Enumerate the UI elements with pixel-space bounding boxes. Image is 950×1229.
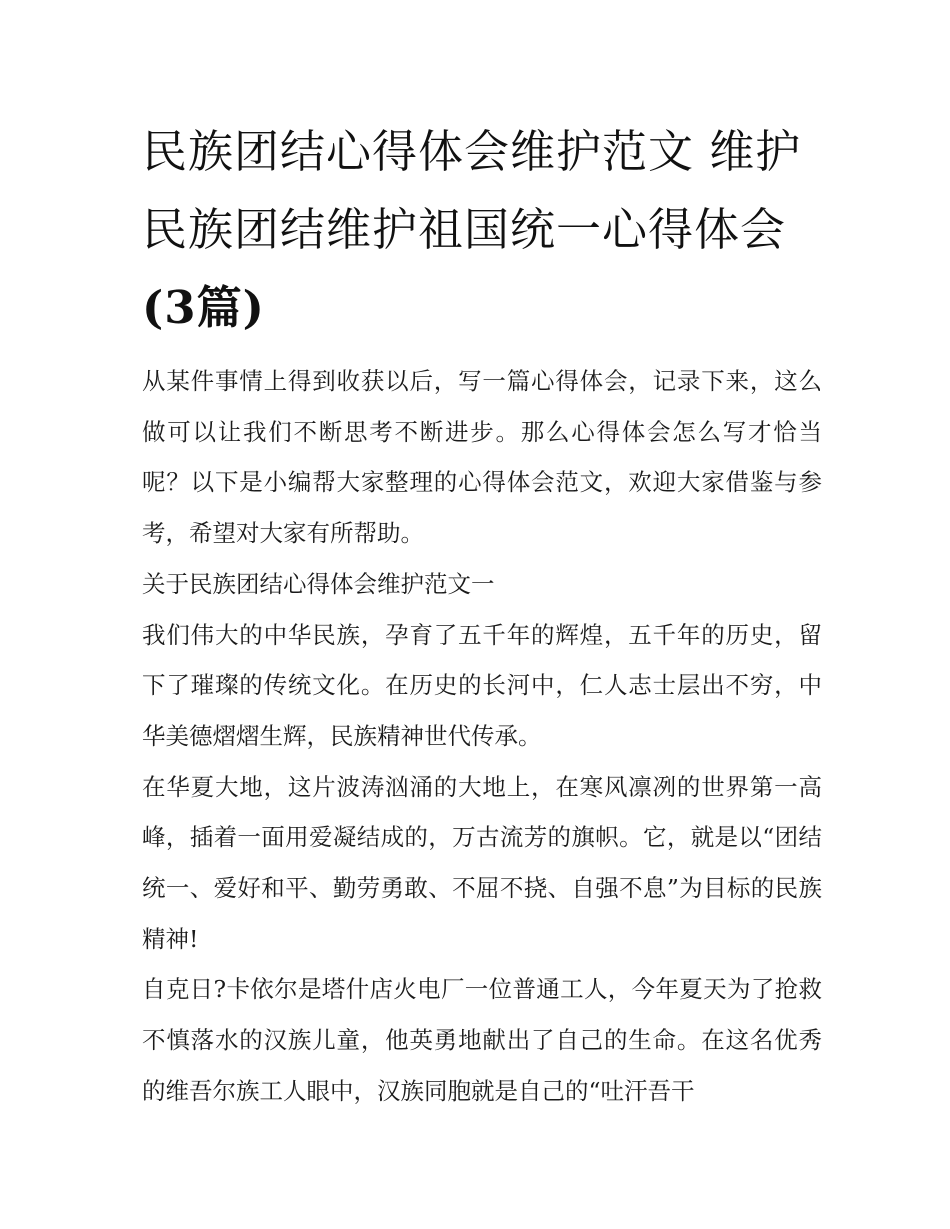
title-count: (3篇) [142,281,265,334]
document-title: 民族团结心得体会维护范文 维护民族团结维护祖国统一心得体会(3篇) [142,125,802,334]
paragraph-intro: 从某件事情上得到收获以后，写一篇心得体会，记录下来，这么做可以让我们不断思考不断进步。那么心得体会怎么写才恰当呢？以下是小编帮大家整理的心得体会范文，欢迎大家借鉴与参考，希望对大家有所帮助。 [142,367,822,548]
paragraph-story: 自克日?卡依尔是塔什店火电厂一位普通工人，今年夏天为了抢救不慎落水的汉族儿童，他英勇地献出了自己的生命。在这名优秀的维吾尔族工人眼中，汉族同胞就是自己的“吐汗吾干 [142,975,822,1105]
paragraph-history: 我们伟大的中华民族，孕育了五千年的辉煌，五千年的历史，留下了璀璨的传统文化。在历史的长河中，仁人志士层出不穷，中华美德熠熠生辉，民族精神世代传承。 [142,620,822,750]
section-heading: 关于民族团结心得体会维护范文一 [142,569,495,598]
document-body [142,356,822,1117]
paragraph-spirit: 在华夏大地，这片波涛汹涌的大地上，在寒风凛冽的世界第一高峰，插着一面用爱凝结成的，万古流芳的旗帜。它，就是以“团结统一、爱好和平、勤劳勇敢、不屈不挠、自强不息”为目标的民族精神! [142,772,822,953]
